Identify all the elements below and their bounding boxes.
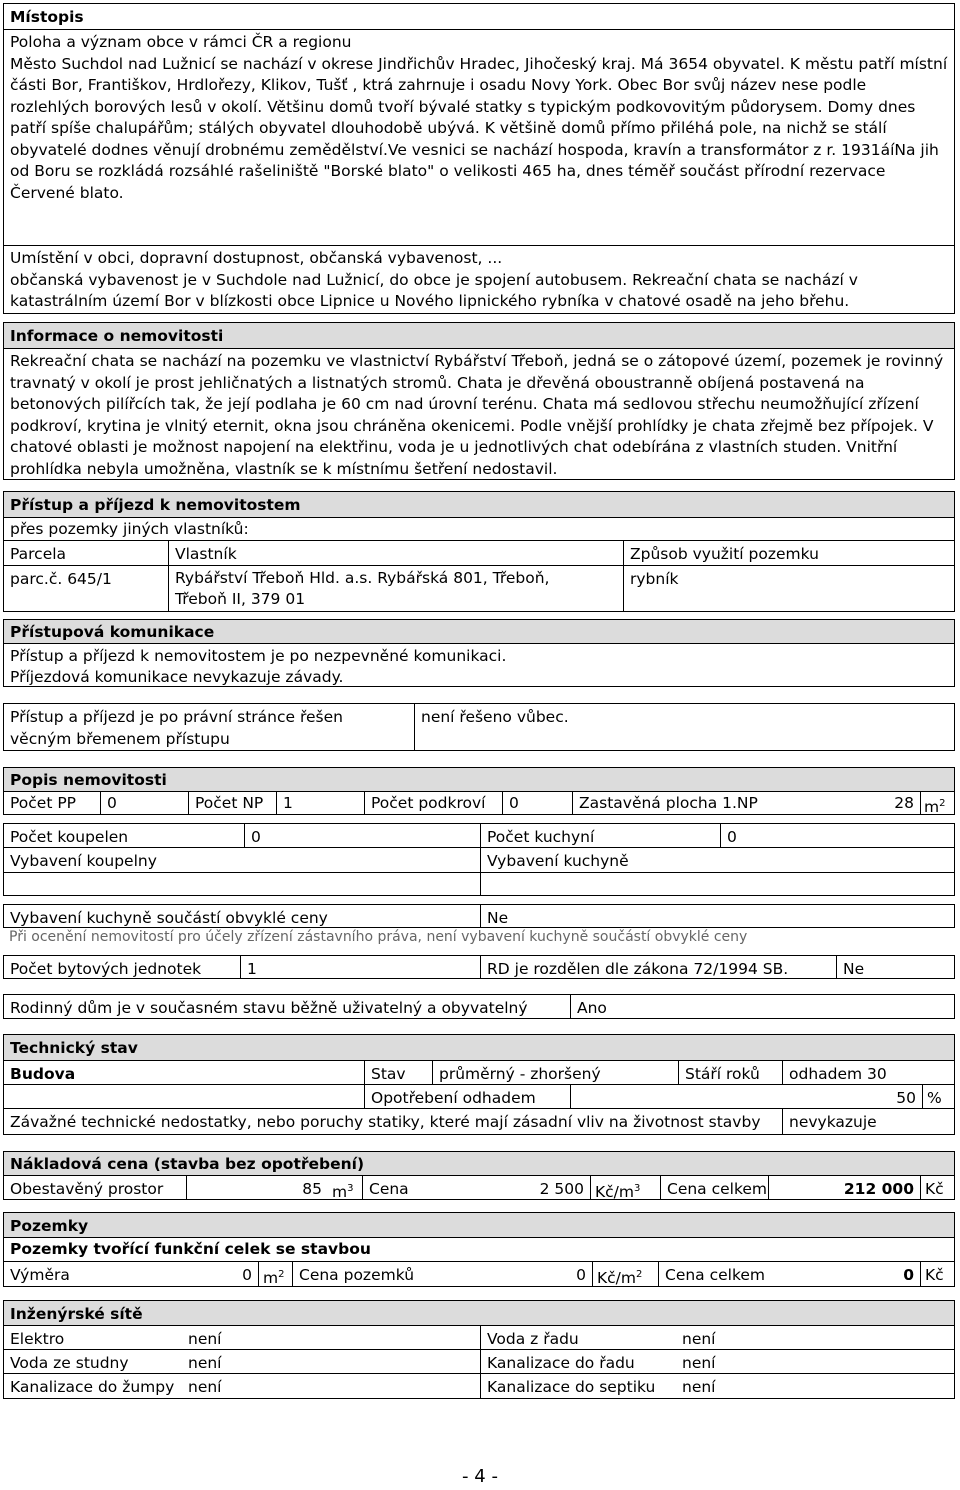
kuchyne-soucast-label: Vybavení kuchyně součástí obvyklé ceny — [10, 909, 328, 927]
zavady-value: nevykazuje — [782, 1109, 954, 1134]
section-title: Přístup a příjezd k nemovitostem — [4, 492, 954, 518]
stari-label: Stáří roků — [678, 1061, 782, 1084]
cena-pozemku-value: 0 — [576, 1266, 586, 1284]
technicky-section — [3, 1034, 955, 1135]
komunikace-section — [3, 619, 955, 687]
section-title: Informace o nemovitosti — [4, 323, 954, 349]
plocha-value: 28 — [894, 794, 914, 812]
pravni-section — [3, 703, 955, 751]
section-title: Technický stav — [4, 1035, 954, 1061]
kuchyne-soucast-value: Ne — [480, 905, 954, 927]
mistopis-block — [4, 30, 954, 246]
cena-value: 2 500 — [539, 1180, 584, 1198]
opotrebeni-unit: % — [922, 1085, 954, 1108]
vybaveni-koupelny-label: Vybavení koupelny — [10, 852, 157, 870]
naklady-section — [3, 1151, 955, 1200]
vybaveni-kuchyne-label: Vybavení kuchyně — [480, 848, 954, 872]
section-title: Místopis — [4, 4, 954, 30]
section-title: Popis nemovitosti — [4, 768, 954, 792]
pravni-value: není řešeno vůbec. — [414, 704, 954, 750]
kuchyni-label: Počet kuchyní — [480, 824, 720, 847]
opotrebeni-label: Opotřebení odhadem — [364, 1085, 570, 1108]
jednotek-label: Počet bytových jednotek — [10, 960, 202, 978]
jednotek-value: 1 — [240, 956, 480, 978]
koupelny-section — [3, 823, 955, 896]
pozemky-celkem-value: 0 — [903, 1266, 914, 1284]
plocha-label: Zastavěná plocha 1.NP — [572, 792, 812, 815]
mistopis-subtitle: Poloha a význam obce v rámci ČR a regionu — [10, 33, 352, 51]
stav-label: Stav — [364, 1061, 432, 1084]
uzivatelny-value: Ano — [570, 995, 954, 1018]
vymera-label: Výměra — [10, 1266, 70, 1284]
section-title: Inženýrské sítě — [4, 1301, 954, 1326]
pocet-pp-label: Počet PP — [10, 794, 77, 812]
kuchyni-value: 0 — [720, 824, 954, 847]
zavady-label: Závažné technické nedostatky, nebo poruchy statiky, které mají zásadní vliv na životnost stavby — [10, 1113, 761, 1131]
prostor-unit: $m^3$ — [332, 1183, 354, 1200]
podkrovi-value: 0 — [502, 792, 572, 815]
vybaveni-koupelny-value — [4, 873, 480, 895]
uzivatelny-row — [3, 994, 955, 1019]
koupelen-label: Počet koupelen — [10, 828, 129, 846]
pozemky-subtitle: Pozemky tvořící funkční celek se stavbou — [10, 1240, 371, 1258]
budova-spacer — [4, 1085, 364, 1108]
prostor-label: Obestavěný prostor — [10, 1180, 164, 1198]
informace-section — [3, 322, 955, 480]
stari-value: odhadem 30 — [782, 1061, 954, 1084]
kuchyne-note: Při ocenění nemovitostí pro účely zřízení zástavního práva, není vybavení kuchyně součástí obvyklé ceny — [9, 929, 748, 945]
pocet-pp-value: 0 — [100, 792, 188, 815]
cena-pozemku-label: Cena pozemků — [292, 1262, 422, 1286]
podkrovi-label: Počet podkroví — [364, 792, 502, 815]
pristup-section — [3, 491, 955, 612]
site-section — [3, 1300, 955, 1399]
celkem-label: Cena celkem — [660, 1176, 768, 1200]
mistopis-section — [3, 3, 955, 314]
section-title: Pozemky — [4, 1213, 954, 1238]
plocha-unit: $m^2$ — [920, 792, 954, 815]
page-number: - 4 - — [462, 1466, 498, 1487]
pravni-label: Přístup a příjezd je po právní stránce řešen věcným břemenem přístupu — [10, 708, 343, 748]
list-item: Voda ze studny není Kanalizace do řadu není — [4, 1350, 954, 1374]
location-text: občanská vybavenost je v Suchdole nad Lužnicí, do obce je spojení autobusem. Rekreační chata se nachází v katastrálním území Bor v blízkosti obce Lipnice u Nového lipnického rybníka v chatové osadě na jeho břehu. — [10, 270, 858, 310]
header-parcela: Parcela — [10, 545, 67, 563]
stav-value: průměrný - zhoršený — [432, 1061, 678, 1084]
uzivatelny-label: Rodinný dům je v současném stavu běžně uživatelný a obyvatelný — [10, 999, 528, 1017]
location-block — [4, 246, 954, 313]
location-label: Umístění v obci, dopravní dostupnost, občanská vybavenost, ... — [10, 249, 503, 267]
list-item: Kanalizace do žumpy není Kanalizace do septiku není — [4, 1374, 954, 1398]
opotrebeni-value: 50 — [570, 1085, 922, 1108]
informace-text: Rekreační chata se nachází na pozemku ve vlastnictví Rybářství Třeboň, jedná se o zátopové území, pozemek je rovinný travnatý v okolí je prost jehličnatých a listnatých stromů. Chata je dřevěná oboustranně obíjená postavená na betonových pilířcích tak, že její podlaha je 60 cm nad úrovní terénu. Chata má sedlovou střechu neumožňující zřízení podkroví, krytina je vlnitý eternit, okna jsou chráněna okenicemi. Podle vnější prohlídky je chata zřejmě bez přípojek. V chatové oblasti je možnost napojení na elektřinu, voda je u jednotlivých chat odebírána z vlastních studen. Vnitřní prohlídka nebyla umožněna, vlastník se k místnímu šetření nedostavil. — [10, 352, 944, 478]
komunikace-line2: Příjezdová komunikace nevykazuje závady. — [10, 668, 344, 686]
jednotky-row — [3, 955, 955, 979]
pozemky-celkem-unit: Kč — [920, 1262, 954, 1286]
pozemky-section — [3, 1212, 955, 1287]
parcela-cell: parc.č. 645/1 — [10, 570, 112, 588]
list-item: Elektro není Voda z řadu není — [4, 1326, 954, 1350]
rd-value: Ne — [836, 956, 954, 978]
prostor-value: 85 — [186, 1176, 328, 1200]
budova-label: Budova — [10, 1065, 76, 1083]
rd-label: RD je rozdělen dle zákona 72/1994 SB. — [480, 956, 836, 978]
pocet-np-label: Počet NP — [188, 792, 276, 815]
celkem-value: 212 000 — [768, 1176, 920, 1200]
header-vyuziti: Způsob využití pozemku — [623, 541, 954, 565]
celkem-unit: Kč — [920, 1176, 954, 1200]
koupelen-value: 0 — [244, 824, 480, 847]
cena-pozemku-unit: $Kč/m^2$ — [592, 1262, 658, 1286]
section-title: Přístupová komunikace — [4, 620, 954, 644]
vybaveni-kuchyne-value — [480, 873, 954, 895]
cena-label: Cena — [362, 1176, 450, 1200]
pocet-np-value: 1 — [276, 792, 364, 815]
section-title: Nákladová cena (stavba bez opotřebení) — [4, 1152, 954, 1176]
popis-section — [3, 767, 955, 815]
cena-unit: $Kč/m^3$ — [590, 1176, 660, 1200]
vlastnik-cell: Rybářství Třeboň Hld. a.s. Rybářská 801, Třeboň, Třeboň II, 379 01 — [168, 566, 623, 611]
vymera-value: 0 — [242, 1266, 252, 1284]
vyuziti-cell: rybník — [623, 566, 954, 611]
table-row — [4, 566, 954, 611]
pozemky-celkem-label: Cena celkem — [658, 1262, 768, 1286]
komunikace-line1: Přístup a příjezd k nemovitostem je po nezpevněné komunikaci. — [10, 647, 507, 665]
mistopis-text: Město Suchdol nad Lužnicí se nachází v okrese Jindřichův Hradec, Jihočeský kraj. Má 3654 obyvatel. K městu patří místní části Bor, Františkov, Hrdlořezy, Klikov, Tušť , ktrá zahrnuje i osadu Novy York. Obec Bor svůj název nese podle rozlehlých borových lesů v okolí. Většinu domů tvoří bývalé statky s typickým podkovovitým půdorysem. Domy dnes patří spíše chalupářům; stálých obyvatel dlouhodobě ubývá. K většině domů přímo přiléhá pole, na nichž se stálí obyvatelé dodnes věnují drobnému zemědělství.Ve vesnici se nachází hospoda, kravín a transformátor z r. 1931áíNa jih od Boru se rozkládá rozsáhlé rašeliniště "Borské blato" o velikosti 465 ha, dnes téměř součást přírodní rezervace Červené blato. — [10, 54, 948, 202]
kuchyne-soucast-row — [3, 904, 955, 928]
vymera-unit: $m^2$ — [258, 1262, 292, 1286]
header-vlastnik: Vlastník — [168, 541, 623, 565]
pristup-via: přes pozemky jiných vlastníků: — [10, 520, 249, 538]
